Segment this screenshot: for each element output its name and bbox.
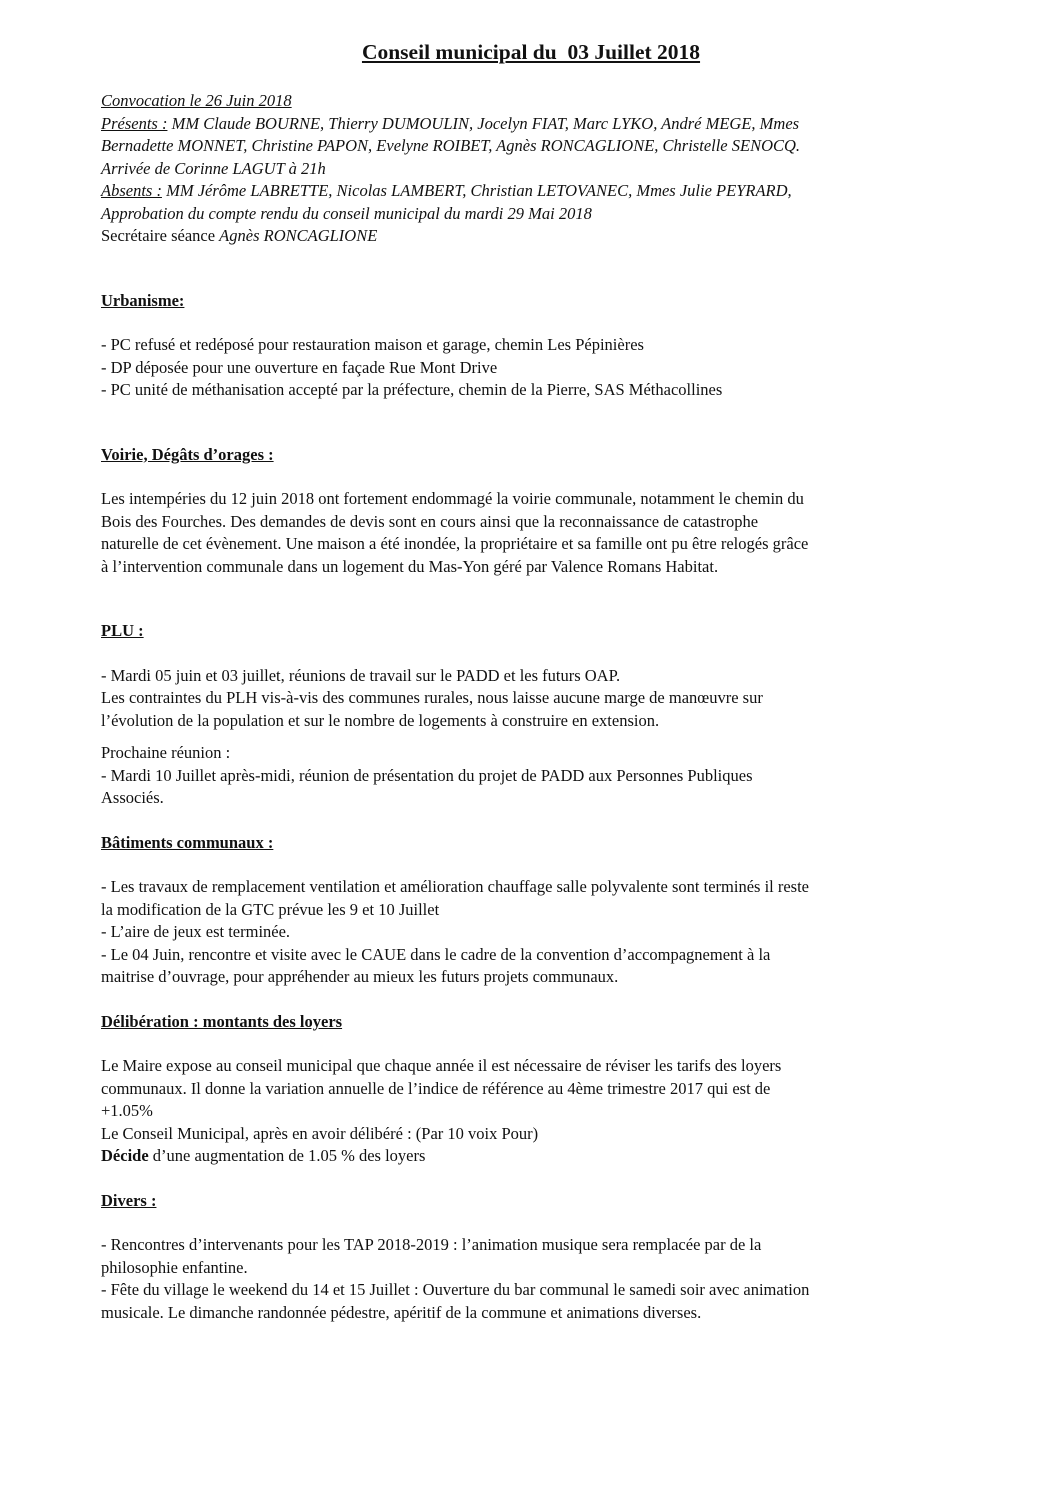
absents-label: Absents : bbox=[101, 181, 162, 200]
divers-heading: Divers : bbox=[101, 1190, 157, 1210]
attendance-block bbox=[101, 90, 961, 248]
deliberation-text-line: Le Maire expose au conseil municipal que chaque année il est nécessaire de réviser les tarifs des loyers bbox=[101, 1056, 782, 1075]
secretary-line bbox=[101, 225, 961, 248]
urbanisme-item: - PC refusé et redéposé pour restauration maison et garage, chemin Les Pépinières bbox=[101, 335, 644, 354]
secretary-name: Agnès RONCAGLIONE bbox=[219, 226, 378, 245]
page-title: Conseil municipal du 03 Juillet 2018 bbox=[361, 40, 701, 64]
divers-text-line: musicale. Le dimanche randonnée pédestre, apéritif de la commune et animations diverses. bbox=[101, 1302, 702, 1322]
batiments-heading: Bâtiments communaux : bbox=[101, 832, 274, 852]
absents-line bbox=[101, 180, 961, 203]
divers-text-line: philosophie enfantine. bbox=[101, 1257, 248, 1277]
plu-next-meeting-line: Associés. bbox=[101, 788, 164, 807]
voirie-text-line: naturelle de cet évènement. Une maison a été inondée, la propriétaire et sa famille ont pu être relogés grâce bbox=[101, 534, 809, 553]
absents-names: MM Jérôme LABRETTE, Nicolas LAMBERT, Christian LETOVANEC, Mmes Julie PEYRARD, bbox=[161, 181, 792, 200]
presents-names-1: MM Claude BOURNE, Thierry DUMOULIN, Jocelyn FIAT, Marc LYKO, André MEGE, Mmes bbox=[167, 113, 800, 133]
decision-text: d’une augmentation de 1.05 % des loyers bbox=[148, 1146, 426, 1165]
approval-note: Approbation du compte rendu du conseil municipal du mardi 29 Mai 2018 bbox=[101, 203, 592, 223]
divers-text-line: - Rencontres d’intervenants pour les TAP 2018-2019 : l’animation musique sera remplacée par de la bbox=[101, 1235, 762, 1254]
batiments-section bbox=[101, 832, 961, 989]
deliberation-heading: Délibération : montants des loyers bbox=[101, 1011, 343, 1031]
voirie-text-line: Bois des Fourches. Des demandes de devis sont en cours ainsi que la reconnaissance de catastrophe bbox=[101, 511, 759, 531]
secretary-label: Secrétaire séance bbox=[101, 226, 220, 245]
voirie-text-line: Les intempéries du 12 juin 2018 ont fortement endommagé la voirie communale, notamment le chemin du bbox=[101, 489, 804, 508]
batiments-text-line: maitrise d’ouvrage, pour appréhender au mieux les futurs projets communaux. bbox=[101, 967, 619, 986]
plu-next-meeting-line: - Mardi 10 Juillet après-midi, réunion de présentation du projet de PADD aux Personnes Publiques bbox=[101, 765, 753, 785]
batiments-text-line: - Les travaux de remplacement ventilation et amélioration chauffage salle polyvalente sont terminés il reste bbox=[101, 877, 810, 896]
urbanisme-section bbox=[101, 290, 961, 402]
decision-keyword: Décide bbox=[101, 1146, 149, 1165]
divers-section bbox=[101, 1190, 961, 1325]
plu-next-meeting-label: Prochaine réunion : bbox=[101, 743, 231, 762]
voirie-text-line: à l’intervention communale dans un logement du Mas-Yon géré par Valence Romans Habitat. bbox=[101, 556, 719, 576]
deliberation-text-line: communaux. Il donne la variation annuelle de l’indice de référence au 4ème trimestre 2017 qui est de bbox=[101, 1078, 771, 1098]
presents-names-2: Bernadette MONNET, Christine PAPON, Evelyne ROIBET, Agnès RONCAGLIONE, Christelle SENOCQ. bbox=[101, 136, 801, 155]
deliberation-text-line: Le Conseil Municipal, après en avoir délibéré : (Par 10 voix Pour) bbox=[101, 1123, 539, 1143]
arrival-note: Arrivée de Corinne LAGUT à 21h bbox=[101, 158, 326, 178]
divers-text-line: - Fête du village le weekend du 14 et 15 Juillet : Ouverture du bar communal le samedi soir avec animation bbox=[101, 1280, 810, 1299]
plu-heading: PLU : bbox=[101, 621, 144, 640]
deliberation-section bbox=[101, 1011, 961, 1168]
plu-text-line: Les contraintes du PLH vis-à-vis des communes rurales, nous laisse aucune marge de manœuvre sur bbox=[101, 688, 763, 707]
document-page bbox=[101, 38, 961, 1324]
urbanisme-heading: Urbanisme: bbox=[101, 290, 185, 310]
convocation-date: Convocation le 26 Juin 2018 bbox=[101, 91, 292, 110]
presents-line-1 bbox=[101, 113, 961, 136]
deliberation-decision bbox=[101, 1145, 961, 1168]
presents-label: Présents : bbox=[101, 113, 168, 133]
voirie-heading: Voirie, Dégâts d’orages : bbox=[101, 444, 274, 464]
batiments-text-line: - Le 04 Juin, rencontre et visite avec le CAUE dans le cadre de la convention d’accompagnement à la bbox=[101, 944, 771, 964]
deliberation-text-line: +1.05% bbox=[101, 1101, 153, 1120]
plu-text-line: l’évolution de la population et sur le nombre de logements à construire en extension. bbox=[101, 710, 660, 730]
batiments-text-line: la modification de la GTC prévue les 9 et 10 Juillet bbox=[101, 899, 440, 919]
plu-text-line: - Mardi 05 juin et 03 juillet, réunions de travail sur le PADD et les futurs OAP. bbox=[101, 665, 621, 685]
urbanisme-item: - DP déposée pour une ouverture en façade Rue Mont Drive bbox=[101, 357, 498, 377]
plu-section bbox=[101, 620, 961, 810]
urbanisme-item: - PC unité de méthanisation accepté par la préfecture, chemin de la Pierre, SAS Méthacollines bbox=[101, 380, 723, 399]
voirie-section bbox=[101, 444, 961, 579]
batiments-text-line: - L’aire de jeux est terminée. bbox=[101, 922, 291, 941]
